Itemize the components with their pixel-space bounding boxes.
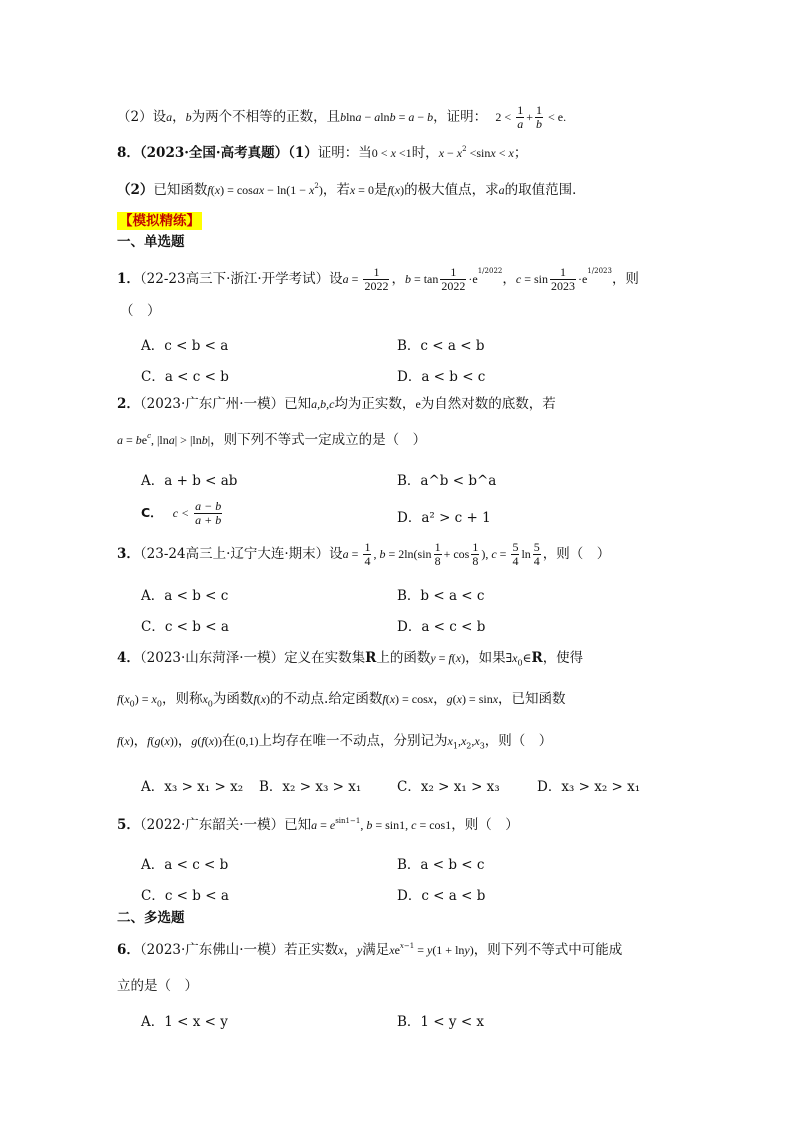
q1-stem: 1．（22-23高三下·浙江·开学考试）设a = $\frac{1}{2022}$ ，b = tan $\frac{1}{2022}$ $\cdot e^{1/2022}$，c = sin $\frac{1}{2023}$ $\cdot e^{1/2023}$，则 [117,265,639,294]
q8-line2: （2）已知函数f(x) = cosax − $\ln(1 - x^2)$，若x = 0是f(x)的极大值点，求a的取值范围． [117,182,586,198]
q2-option-b[interactable]: B．a^b < b^a [397,473,497,489]
q4-line2: $f(x_0) = x_0$，则称$x_0$为函数f(x)的不动点.给定函数f(x) = cosx，g(x) = sinx，已知函数 [117,691,566,709]
q5-stem: 5．（2022·广东韶关·一模）已知$a = e^{sin1-1}$, b = sin1, c = cos1，则（ ） [117,817,519,833]
section-multi-choice: 二、多选题 [117,910,185,926]
q3-number: 3． [117,546,140,563]
q5-source: （2022·广东韶关·一模） [139,817,285,833]
q1-number: 1． [117,271,140,288]
q3-option-b[interactable]: B．b < a < c [397,588,485,604]
q1-option-d[interactable]: D．a < b < c [397,369,486,385]
q8-source: （2023·全国·高考真题） [139,145,289,161]
q4-option-d[interactable]: D．x₃ > x₂ > x₁ [537,779,641,795]
q2-source: （2023·广东广州·一模） [139,396,285,412]
q4-number: 4． [117,650,140,666]
section-tag: 【模拟精练】 [119,213,200,229]
q5-number: 5． [117,817,140,833]
q7-part2: （2）设a，b为两个不相等的正数，且blna − alnb = a − b，证明： 2 < $\frac{1}{a}$ + $\frac{1}{b}$ < e. [117,103,567,132]
section-single-choice: 一、单选题 [117,234,185,250]
q5-option-b[interactable]: B．a < b < c [397,857,485,873]
q6-stem: 6．（2023·广东佛山·一模）若正实数x，y满足$xe^{x-1} = y(1 + \ln y)$，则下列不等式中可能成 [117,942,623,958]
q6-number: 6． [117,942,140,958]
q2-number: 2． [117,396,140,412]
q4-line3: f(x)，f(g(x))，g(f(x))在(0,1)上均存在唯一不动点，分别记为$x_1,x_2,x_3$，则（ ） [117,733,553,751]
q6-option-a[interactable]: A．1 < x < y [141,1014,228,1030]
q7-part2-label: （2）设 [117,109,167,126]
q4-option-a[interactable]: A．x₃ > x₁ > x₂ [141,779,244,795]
q5-option-c[interactable]: C．c < b < a [141,888,229,904]
q1-option-b[interactable]: B．c < a < b [397,338,485,354]
q2-option-d[interactable]: D．a² > c + 1 [397,510,491,526]
q6-option-b[interactable]: B．1 < y < x [397,1014,485,1030]
q3-source: （23-24高三上·辽宁大连·期末） [139,546,330,563]
q1-tail: （ ） [120,303,161,319]
q8-line1: 8．（2023·全国·高考真题）（1）证明：当0 < x <1时，$x - x^2 <\sin x < x$； [117,145,528,161]
q3-option-d[interactable]: D．a < c < b [397,619,486,635]
q5-option-a[interactable]: A．a < c < b [141,857,229,873]
q1-source: （22-23高三下·浙江·开学考试） [139,271,330,288]
q3-option-c[interactable]: C．c < b < a [141,619,229,635]
q8-number: 8． [117,145,140,161]
q6-line2: 立的是（ ） [117,978,198,994]
q1-option-a[interactable]: A．c < b < a [141,338,229,354]
q4-option-c[interactable]: C．x₂ > x₁ > x₃ [397,779,500,795]
q3-stem: 3．（23-24高三上·辽宁大连·期末）设a = $\frac{1}{4}$ , b = 2ln(sin $\frac{1}{8}$ + cos $\frac{1}{8}$ ), c = $\frac{5}{4}$ ln $\frac{5}{4}$ ，则（ ） [117,540,611,569]
q4-stem: 4．（2023·山东菏泽·一模）定义在实数集R上的函数y = f(x)，如果$\exists x_0\in R$，使得 [117,650,584,668]
q2-line2: $a = be^c$, |lna| > |lnb|，则下列不等式一定成立的是（ ） [117,432,427,448]
q1-option-c[interactable]: C．a < c < b [141,369,229,385]
q4-option-b[interactable]: B．x₂ > x₃ > x₁ [259,779,362,795]
q4-source: （2023·山东菏泽·一模） [139,650,285,666]
q6-source: （2023·广东佛山·一模） [139,942,285,958]
q2-stem: 2．（2023·广东广州·一模）已知a,b,c均为正实数，e为自然对数的底数，若 [117,396,556,412]
q5-option-d[interactable]: D．c < a < b [397,888,486,904]
q2-option-a[interactable]: A．a + b < ab [141,473,238,489]
q2-option-c[interactable]: C． c < $\frac{a - b}{a + b}$ [141,499,222,528]
q3-option-a[interactable]: A．a < b < c [141,588,229,604]
